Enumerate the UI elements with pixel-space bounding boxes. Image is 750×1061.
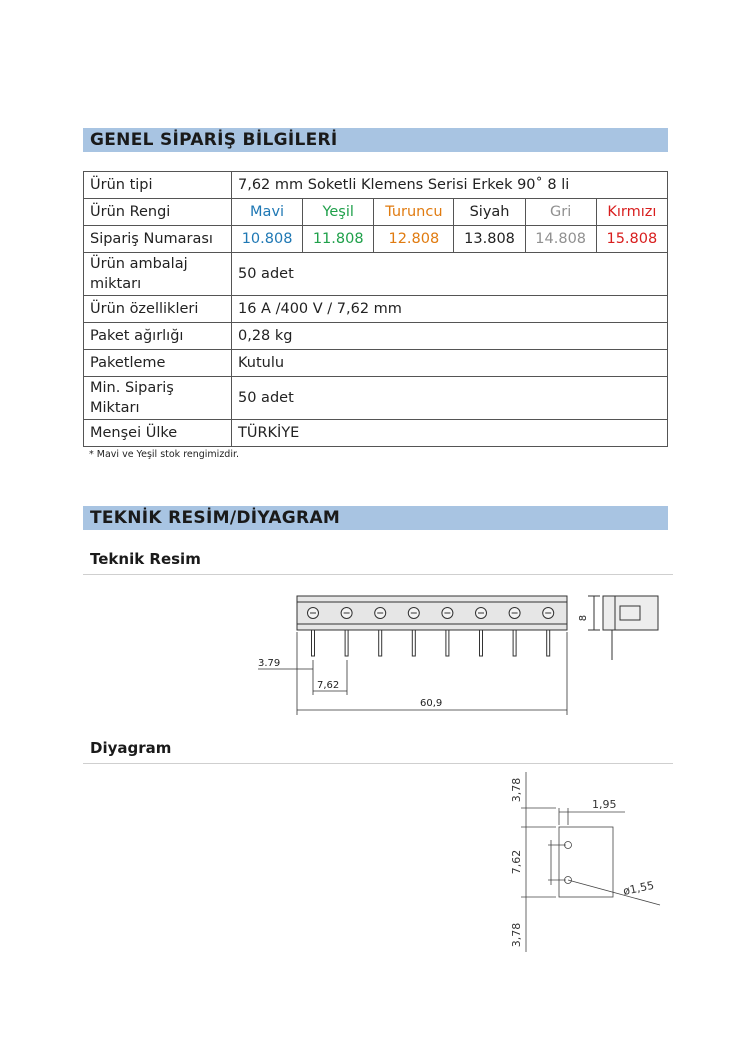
- packaging-value: Kutulu: [232, 350, 668, 377]
- min-order-label: Min. Sipariş Miktarı: [84, 377, 232, 420]
- dim-offset: 3.79: [258, 658, 281, 669]
- color-name-red: Kırmızı: [596, 199, 667, 226]
- order-number-label: Sipariş Numarası: [84, 226, 232, 253]
- dim-pitch: 7,62: [317, 680, 340, 691]
- order-code-green: 11.808: [303, 226, 374, 253]
- footprint-outline: [559, 827, 613, 897]
- color-name-black: Siyah: [454, 199, 525, 226]
- weight-value: 0,28 kg: [232, 323, 668, 350]
- packaging-qty-value: 50 adet: [232, 253, 668, 296]
- color-name-blue: Mavi: [232, 199, 303, 226]
- origin-label: Menşei Ülke: [84, 420, 232, 447]
- order-code-grey: 14.808: [525, 226, 596, 253]
- origin-value: TÜRKİYE: [232, 420, 668, 447]
- color-label: Ürün Rengi: [84, 199, 232, 226]
- diag-bottom: 3,78: [510, 922, 523, 948]
- features-label: Ürün özellikleri: [84, 296, 232, 323]
- weight-label: Paket ağırlığı: [84, 323, 232, 350]
- stock-note: * Mavi ve Yeşil stok rengimizdir.: [89, 449, 240, 460]
- order-code-red: 15.808: [596, 226, 667, 253]
- diag-pitch: 7,62: [510, 849, 523, 875]
- dim-length: 60,9: [420, 698, 443, 709]
- drawing-subtitle: Teknik Resim: [90, 550, 201, 568]
- min-order-value: 50 adet: [232, 377, 668, 420]
- product-type-label: Ürün tipi: [84, 172, 232, 199]
- product-type-value: 7,62 mm Soketli Klemens Serisi Erkek 90˚ 8 li: [232, 172, 668, 199]
- color-name-orange: Turuncu: [374, 199, 454, 226]
- color-name-green: Yeşil: [303, 199, 374, 226]
- diagram-subtitle: Diyagram: [90, 739, 172, 757]
- order-code-blue: 10.808: [232, 226, 303, 253]
- diag-top: 3,78: [510, 777, 523, 803]
- diag-right: 1,95: [592, 798, 617, 811]
- diag-hole: ø1,55: [621, 878, 656, 898]
- order-info-section-title: GENEL SİPARİŞ BİLGİLERİ: [83, 128, 668, 152]
- technical-section-title: TEKNİK RESİM/DİYAGRAM: [83, 506, 668, 530]
- order-code-black: 13.808: [454, 226, 525, 253]
- color-name-grey: Gri: [525, 199, 596, 226]
- dim-height: 8: [578, 614, 589, 622]
- packaging-label: Paketleme: [84, 350, 232, 377]
- packaging-qty-label: Ürün ambalaj miktarı: [84, 253, 232, 296]
- features-value: 16 A /400 V / 7,62 mm: [232, 296, 668, 323]
- order-code-orange: 12.808: [374, 226, 454, 253]
